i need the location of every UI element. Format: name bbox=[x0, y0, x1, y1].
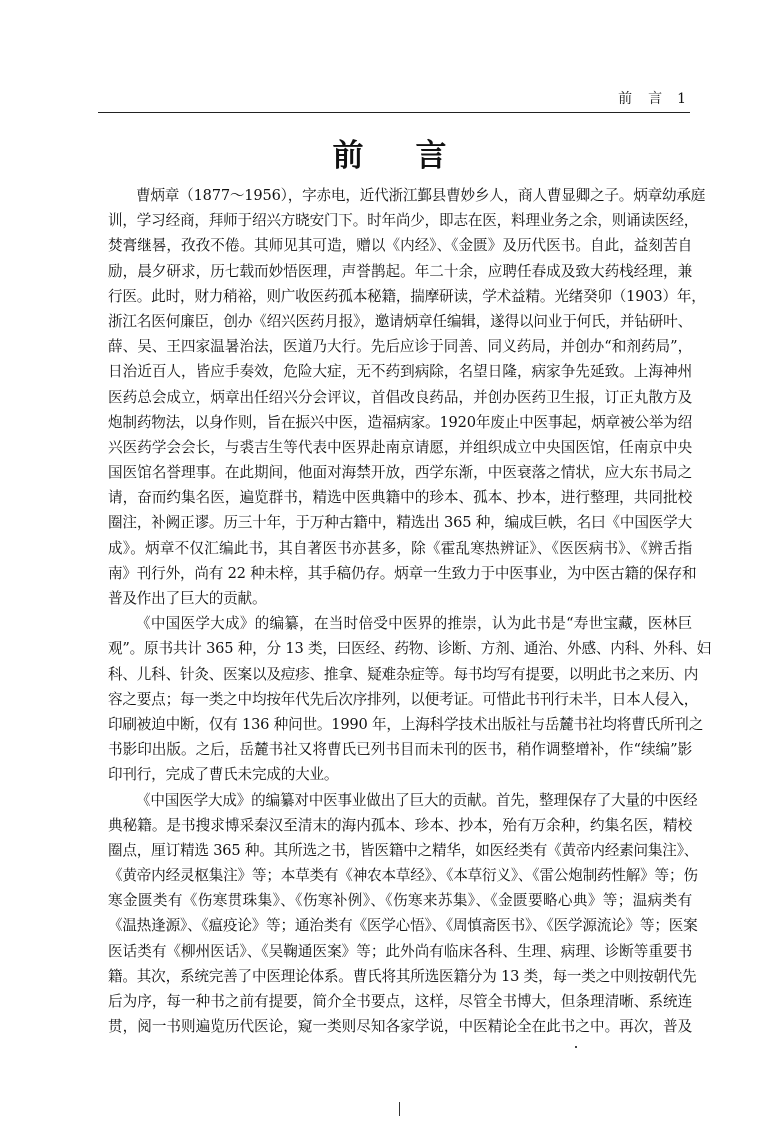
text-line: 典秘籍。是书搜求博采秦汉至清末的海内孤本、珍本、抄本，殆有万余种，约集名医，精校 bbox=[108, 816, 692, 834]
text-line: 浙江名医何廉臣，创办《绍兴医药月报》，邀请炳章任编辑，遂得以问业于何氏，并钻研叶、 bbox=[108, 312, 692, 330]
text-line: 《中国医学大成》的编纂，在当时倍受中医界的推崇，认为此书是“寿世宝藏，医林巨 bbox=[136, 615, 692, 633]
text-line: 容之要点；每一类之中均按年代先后次序排列，以便考证。可惜此书刊行未半，日本人侵入， bbox=[108, 690, 699, 708]
paragraph bbox=[108, 611, 712, 787]
text-line: 日治近百人，皆应手奏效，危险大症，无不药到病除，名望日隆，病家争先延致。上海神州 bbox=[108, 363, 692, 381]
text-line: 《黄帝内经灵枢集注》等；本草类有《神农本草经》、《本草衍义》、《雷公炮制药性解》等；伤 bbox=[108, 867, 698, 885]
text-line: 科、儿科、针灸、医案以及痘疹、推拿、疑难杂症等。每书均写有提要，以明此书之来历、内 bbox=[108, 665, 699, 683]
text-line: 寒金匮类有《伤寒贯珠集》、《伤寒补例》、《伤寒来苏集》、《金匮要略心典》等；温病类有 bbox=[108, 892, 692, 910]
text-line: 训，学习经商，拜师于绍兴方晓安门下。时年尚少，即志在医，料理业务之余，则诵读医经， bbox=[108, 212, 699, 230]
paragraph bbox=[108, 183, 706, 611]
text-line: 《中国医学大成》的编纂对中医事业做出了巨大的贡献。首先，整理保存了大量的中医经 bbox=[136, 791, 698, 809]
text-line: 行医。此时，财力稍裕，则广收医药孤本秘籍，揣摩研读，学术益精。光绪癸卯（1903）年， bbox=[108, 287, 706, 305]
text-line: 薛、吴、王四家温暑治法，医道乃大行。先后应诊于同善、同义药局，并创办“和剂药局”， bbox=[108, 338, 692, 356]
text-line: 成》。炳章不仅汇编此书，其自著医书亦甚多，除《霍乱寒热辨证》、《医医病书》、《辨舌指 bbox=[108, 539, 692, 557]
text-line: 后为序，每一种书之前有提要，简介全书要点，这样，尽管全书博大，但条理清晰、系统连 bbox=[108, 993, 692, 1010]
text-line: 曹炳章（1877～1956），字赤电，近代浙江鄞县曹妙乡人，商人曹显卿之子。炳章幼承庭 bbox=[136, 187, 706, 204]
text-line: 普及作出了巨大的贡献。 bbox=[108, 590, 267, 607]
text-line: 励，晨夕研求，历七载而妙悟医理，声誉鹊起。年二十余，应聘任春成及致大药栈经理，兼 bbox=[108, 262, 692, 280]
header-rule bbox=[98, 112, 690, 113]
text-line: 圈点，厘订精选 365 种。其所选之书，皆医籍中之精华，如医经类有《黄帝内经素问集注》、 bbox=[108, 841, 699, 859]
text-line: 圈注，补阙正谬。历三十年，于万种古籍中，精选出 365 种，编成巨帙，名曰《中国医学大 bbox=[108, 514, 692, 532]
text-line: 兴医药学会会长，与裘吉生等代表中医界赴南京请愿，并组织成立中央国医馆，任南京中央 bbox=[108, 438, 692, 456]
footer-mark bbox=[399, 1102, 400, 1116]
page-title-char: 言 bbox=[415, 138, 447, 174]
scan-speck bbox=[575, 1046, 577, 1048]
text-line: 请，奋而约集名医，遍览群书，精选中医典籍中的珍本、孤本、抄本，进行整理，共同批校 bbox=[108, 489, 692, 507]
page-number: 1 bbox=[677, 91, 687, 107]
text-line: 焚膏继晷，孜孜不倦。其师见其可造，赠以《内经》、《金匮》及历代医书。自此，益刻苦自 bbox=[108, 237, 692, 255]
text-line: 籍。其次，系统完善了中医理论体系。曹氏将其所选医籍分为 13 类，每一类之中则按朝代先 bbox=[108, 967, 697, 985]
text-line: 印刊行，完成了曹氏未完成的大业。 bbox=[108, 766, 339, 784]
page-title bbox=[0, 138, 779, 174]
text-line: 书影印出版。之后，岳麓书社又将曹氏已列书目而未刊的医书，稍作调整增补，作“续编”影 bbox=[108, 741, 692, 759]
body-text bbox=[108, 183, 712, 1039]
running-header bbox=[618, 90, 687, 108]
text-line: 南》刊行外，尚有 22 种未梓，其手稿仍存。炳章一生致力于中医事业，为中医古籍的保存和 bbox=[108, 564, 697, 582]
page-title-char: 前 bbox=[332, 138, 364, 174]
text-line: 贯，阅一书则遍览历代医论，窥一类则尽知各家学说，中医精论全在此书之中。再次，普及 bbox=[108, 1018, 692, 1036]
text-line: 医药总会成立，炳章出任绍兴分会评议，首倡改良药品，并创办医药卫生报，订正丸散方及 bbox=[108, 388, 692, 406]
text-line: 观”。原书共计 365 种，分 13 类，曰医经、药物、诊断、方剂、通治、外感、内科、外科、妇 bbox=[108, 640, 712, 658]
text-line: 医话类有《柳州医话》、《吴鞠通医案》等；此外尚有临床各科、生理、病理、诊断等重要书 bbox=[108, 942, 692, 960]
paragraph bbox=[108, 788, 699, 1040]
text-line: 印刷被迫中断，仅有 136 种问世。1990 年，上海科学技术出版社与岳麓书社均将曹氏所刊之 bbox=[108, 715, 704, 733]
text-line: 国医馆名誉理事。在此期间，他面对海禁开放，西学东渐，中医衰落之情状，应大东书局之 bbox=[108, 464, 692, 482]
text-line: 《温热逢源》、《瘟疫论》等；通治类有《医学心悟》、《周慎斋医书》、《医学源流论》等；医案 bbox=[108, 917, 698, 935]
text-line: 炮制药物法，以身作则，旨在振兴中医，造福病家。1920年废止中医事起，炳章被公举为绍 bbox=[108, 413, 692, 431]
running-header-section: 前 言 bbox=[618, 91, 664, 107]
